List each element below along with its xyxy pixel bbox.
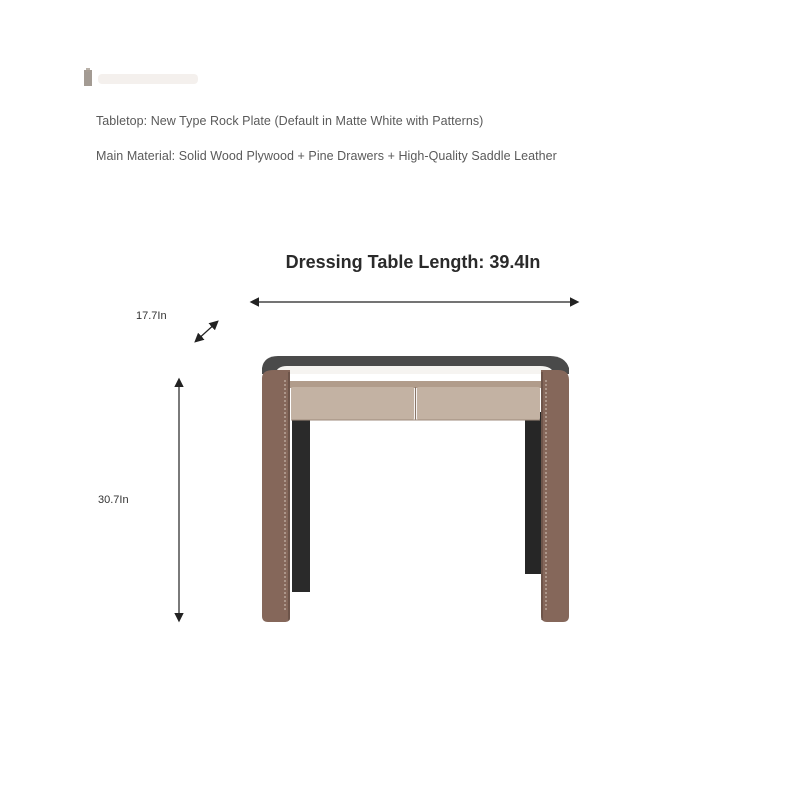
apron [290, 381, 541, 388]
depth-arrow-icon [196, 322, 217, 341]
height-label: 30.7In [98, 494, 129, 506]
depth-label: 17.7In [136, 310, 167, 322]
rear-right-leg [525, 412, 541, 574]
right-drawer [417, 387, 540, 420]
left-drawer [291, 387, 414, 420]
length-title: Dressing Table Length: 39.4In [285, 252, 541, 272]
material-spec: Main Material: Solid Wood Plywood + Pine Drawers + High-Quality Saddle Leather [96, 149, 557, 163]
tabletop-spec: Tabletop: New Type Rock Plate (Default in Matte White with Patterns) [96, 114, 484, 128]
tabletop-surface [275, 366, 554, 374]
rear-left-leg [292, 412, 310, 592]
front-right-leg [541, 370, 569, 622]
front-left-leg [262, 370, 290, 622]
